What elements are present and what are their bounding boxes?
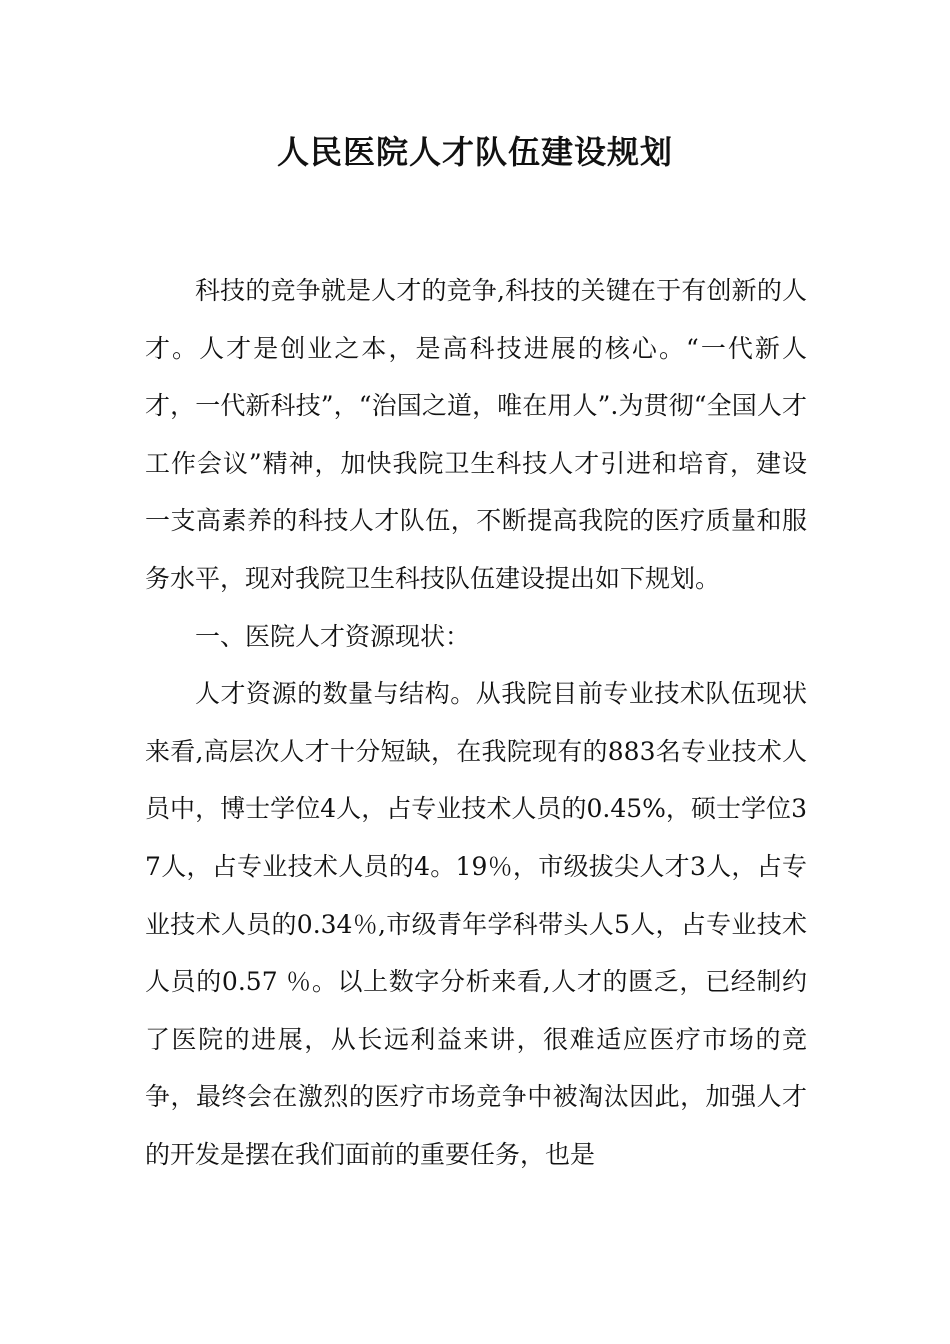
section-heading-1: 一、医院人才资源现状： [195,621,471,651]
paragraph-resources: 人才资源的数量与结构。从我院目前专业技术队伍现状来看,高层次人才十分短缺，在我院现有的883名专业技术人员中，博士学位4人，占专业技术人员的0.45%，硕士学位37人，占专业技术人员的4。19％，市级拔尖人才3人，占专业技术人员的0.34％,市级青年学科带头人5人，占专业技术人员的0.57 ％。以上数字分析来看,人才的匮乏，已经制约了医院的进展，从长远利益来讲，很难适应医疗市场的竞争，最终会在激烈的医疗市场竞争中被淘汰因此，加强人才的开发是摆在我们面前的重要任务，也是 [145,679,807,1169]
paragraph-intro: 科技的竞争就是人才的竞争,科技的关键在于有创新的人才。人才是创业之本，是高科技进展的核心。“一代新人才，一代新科技”，“治国之道，唯在用人”.为贯彻“全国人才工作会议”精神，加快我院卫生科技人才引进和培育，建设一支高素养的科技人才队伍，不断提高我院的医疗质量和服务水平，现对我院卫生科技队伍建设提出如下规划。 [145,276,807,593]
document-body [145,262,807,1184]
document-title: 人民医院人才队伍建设规划 [276,133,673,171]
